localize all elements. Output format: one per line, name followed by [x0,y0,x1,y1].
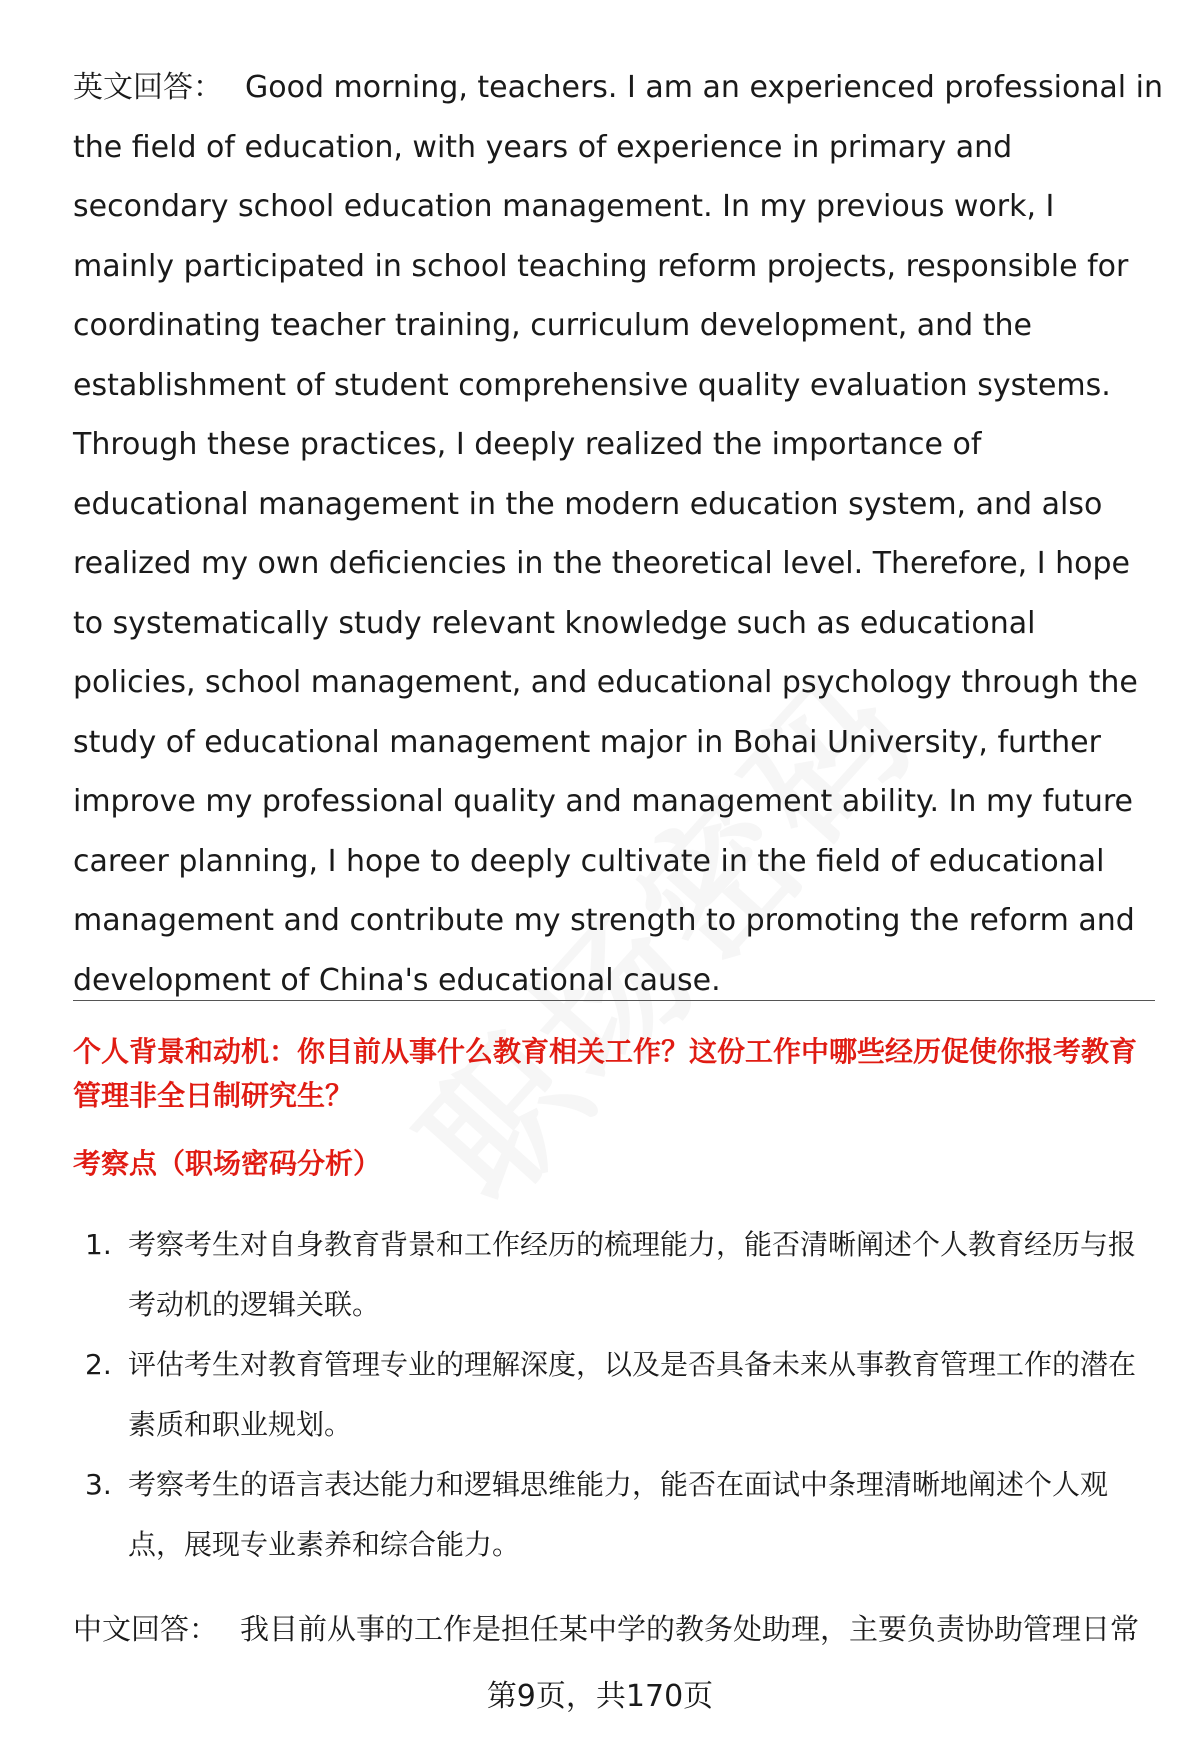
assessment-point [73,1455,1163,1575]
section-divider [73,1000,1155,1001]
english-answer-label: 英文回答： [73,70,223,105]
point-text: 考察考生的语言表达能力和逻辑思维能力，能否在面试中条理清晰地阐述个人观点，展现专业素养和综合能力。 [128,1468,1109,1561]
point-number: 3. [85,1468,112,1501]
chinese-answer [73,1604,1173,1654]
page-footer: 第9页，共170页 [486,1679,714,1714]
assessment-point [73,1335,1163,1455]
question-heading: 个人背景和动机：你目前从事什么教育相关工作？这份工作中哪些经历促使你报考教育管理非全日制研究生？ [73,1035,1138,1112]
assessment-point [73,1215,1163,1335]
point-text: 评估考生对教育管理专业的理解深度，以及是否具备未来从事教育管理工作的潜在素质和职业规划。 [128,1348,1137,1441]
english-answer [73,58,1163,1010]
chinese-answer-label: 中文回答： [73,1612,219,1646]
chinese-answer-text: 我目前从事的工作是担任某中学的教务处助理，主要负责协助管理日常 [240,1612,1140,1646]
assessment-title: 考察点（职场密码分析） [73,1147,382,1180]
point-number: 1. [85,1228,112,1261]
assessment-points [73,1215,1163,1575]
point-number: 2. [85,1348,112,1381]
point-text: 考察考生对自身教育背景和工作经历的梳理能力，能否清晰阐述个人教育经历与报考动机的逻辑关联。 [128,1228,1137,1321]
english-answer-text: Good morning, teachers. I am an experienced professional in the field of education, with years of experience in primary and secondary school education management. In my previous work, I mainly participated in school teaching reform projects, responsible for coordinating teacher training, curriculum development, and the establishment of student comprehensive quality evaluation systems. Through these practices, I deeply realized the importance of educational management in the modern education system, and also realized my own deficiencies in the theoretical level. Therefore, I hope to systematically study relevant knowledge such as educational policies, school management, and educational psychology through the study of educational management major in Bohai University, further improve my professional quality and management ability. In my future career planning, I hope to deeply cultivate in the field of educational management and contribute my strength to promoting the reform and development of China's educational cause. [73,70,1163,998]
